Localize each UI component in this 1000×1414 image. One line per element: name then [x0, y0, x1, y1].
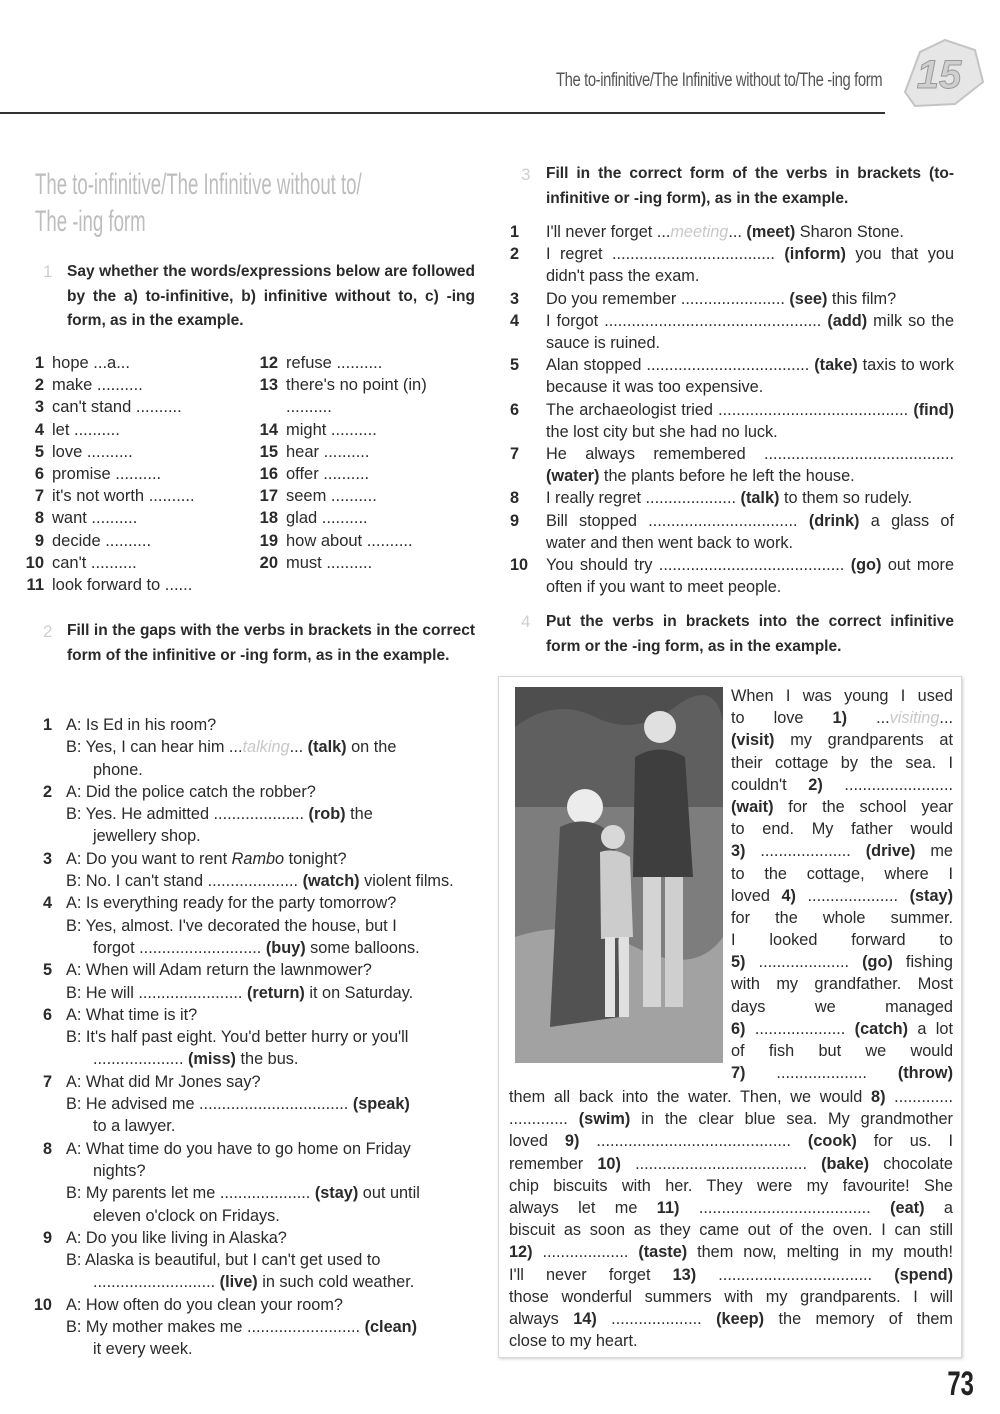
- ex1-item-text: glad ..........: [286, 509, 368, 528]
- ex3-item-text: I regret ....................................: [546, 245, 785, 264]
- ex2-line-a: [66, 1071, 476, 1093]
- exercise-2-instruction: Fill in the gaps with the verbs in brackets in the correct form of the infinitive or -ing form, as in the example.: [67, 622, 475, 664]
- header-rule: [0, 112, 885, 114]
- story-line: them all back into the water. Then, we would 8) .............: [509, 1088, 953, 1106]
- ex3-item-end: this film?: [827, 289, 897, 308]
- ex1-item-number: 13: [259, 376, 278, 395]
- ex2-line-b: [66, 1182, 476, 1204]
- ex2-line-b-cont: phone.: [93, 760, 143, 779]
- ex3-verb: (see): [789, 289, 828, 308]
- ex2-line-b-text: B: My parents let me ....................: [66, 1184, 315, 1203]
- ex2-verb: (watch): [302, 872, 360, 891]
- ex3-item-end: the plants before he left the house.: [599, 467, 855, 486]
- ex1-item-number: 7: [34, 487, 44, 506]
- ex1-item-text: offer ..........: [286, 465, 370, 484]
- ex3-item-number: 6: [510, 400, 520, 419]
- exercise-4-number: 4: [521, 612, 531, 631]
- ex2-line-b-dots: ...: [289, 738, 308, 757]
- story-line: days we managed: [731, 997, 953, 1016]
- ex2-line-a: [66, 1294, 476, 1316]
- story-line: couldn't 2) ........................: [731, 775, 953, 794]
- ex2-line-a: [66, 892, 476, 914]
- ex2-line-b-cont-text: ....................: [93, 1050, 188, 1069]
- ex1-item-text: can't ..........: [52, 553, 137, 572]
- ex1-item-number: 1: [34, 354, 44, 372]
- ex1-item-text: hope ...a...: [52, 354, 130, 372]
- ex2-item: [30, 959, 476, 1004]
- ex1-item: [16, 419, 195, 441]
- ex2-item: [30, 1138, 476, 1227]
- ex3-item: [510, 554, 954, 598]
- ex2-line-b-text: B: Yes, almost. I've decorated the house, but I: [66, 916, 397, 935]
- story-line: I'll never forget 13) .................................. (spend): [509, 1265, 953, 1284]
- ex2-line-a-text: A: Did the police catch the robber?: [66, 782, 316, 801]
- ex2-line-a-text: A: Is Ed in his room?: [66, 716, 217, 734]
- ex2-verb: (rob): [308, 805, 346, 824]
- ex1-item-number: 17: [259, 487, 278, 506]
- ex2-line-a: [66, 1138, 476, 1160]
- story-line: I looked forward to: [731, 931, 953, 950]
- ex3-item: [510, 221, 954, 243]
- ex2-line-a-text: A: When will Adam return the lawnmower?: [66, 961, 372, 980]
- ex2-line-a: [66, 1004, 476, 1026]
- story-line: those wonderful summers with my grandparents. I will: [509, 1287, 953, 1306]
- ex1-item-text: make ..........: [52, 376, 143, 395]
- ex3-item-end: the lost city but she had no luck.: [546, 422, 778, 441]
- ex1-item: [16, 485, 195, 507]
- ex1-item-number: 4: [34, 420, 44, 439]
- ex2-line-b-cont-end: the bus.: [235, 1050, 299, 1069]
- ex2-line-a: [66, 714, 476, 736]
- story-line: chip biscuits with her. They were my favourite! She: [509, 1176, 953, 1195]
- ex1-item-number: 9: [34, 531, 44, 550]
- ex2-line-a-text: A: Is everything ready for the party tomorrow?: [66, 894, 397, 913]
- ex2-item-number: 5: [42, 961, 52, 980]
- exercise-3-number: 3: [521, 165, 531, 184]
- ex1-item: [250, 419, 427, 441]
- ex1-item-text: refuse ..........: [286, 354, 383, 372]
- ex1-item-number: 18: [259, 509, 278, 528]
- ex2-line-b: [66, 982, 476, 1004]
- ex3-item-end: you that you didn't pass the exam.: [546, 245, 954, 286]
- ex2-line-b: [66, 1026, 476, 1048]
- ex2-line-a-text: A: What time do you have to go home on Friday: [66, 1139, 411, 1158]
- exercise-1-instruction: Say whether the words/expressions below are followed by the a) to-infinitive, b) infinitive without to, c) -ing form, as in the example.: [67, 263, 475, 329]
- ex2-line-b-cont-end: some balloons.: [305, 938, 420, 957]
- ex1-item-number: 15: [259, 442, 278, 461]
- ex2-item: [30, 848, 476, 893]
- ex2-line-b-text: B: No. I can't stand ....................: [66, 872, 303, 891]
- ex1-item-number: 20: [259, 553, 278, 572]
- ex1-item: [16, 441, 195, 463]
- ex1-item-text: must ..........: [286, 553, 373, 572]
- ex3-item-text: Bill stopped .................................: [546, 511, 809, 530]
- story-line: (wait) for the school year: [731, 797, 953, 816]
- ex3-item: [510, 243, 954, 287]
- page-title-line-2: The -ing form: [35, 205, 146, 238]
- ex1-item: [250, 441, 427, 463]
- ex3-item-number: 8: [510, 489, 520, 508]
- ex3-verb: (go): [850, 556, 882, 575]
- ex1-item-text: might ..........: [286, 420, 377, 439]
- ex3-verb: (meet): [746, 223, 796, 241]
- ex2-line-b-end: the: [345, 805, 373, 824]
- ex1-item-text: it's not worth ..........: [52, 487, 195, 506]
- ex3-item-end: a glass of water and then went back to work.: [546, 511, 954, 552]
- page-title: [35, 166, 362, 240]
- story-line: 6) .................... (catch) a lot: [731, 1019, 953, 1038]
- ex2-item: [30, 1294, 476, 1361]
- page-number: 73: [947, 1365, 974, 1403]
- ex2-verb: (buy): [265, 938, 306, 957]
- ex1-item-text: ..........: [286, 398, 332, 417]
- ex3-item-text: The archaeologist tried ..........................................: [546, 400, 914, 419]
- ex2-line-a: [66, 781, 476, 803]
- ex3-item-number: 5: [510, 356, 520, 375]
- story-line: ............. (swim) in the clear blue sea. My grandmother: [509, 1110, 953, 1129]
- ex1-item: [250, 396, 427, 418]
- ex1-item-text: there's no point (in): [286, 376, 427, 395]
- ex3-verb: (find): [913, 400, 954, 419]
- ex3-item-number: 2: [510, 245, 520, 264]
- ex3-item-end: out more often if you want to meet people.: [546, 556, 954, 597]
- ex1-item: [250, 552, 427, 574]
- story-line: their cottage by the sea. I: [731, 753, 953, 772]
- grandparents-photo: [515, 687, 723, 1063]
- ex1-item: [16, 574, 195, 596]
- exercise-3-instruction: Fill in the correct form of the verbs in brackets (to-infinitive or -ing form), as in the example.: [546, 165, 954, 207]
- ex3-item-number: 10: [510, 556, 529, 575]
- ex1-item: [250, 530, 427, 552]
- ex2-item: [30, 1071, 476, 1138]
- ex3-item-number: 1: [510, 223, 520, 241]
- ex2-line-b: [66, 803, 476, 825]
- exercise-1-right-list: [250, 352, 427, 574]
- ex2-line-a: [66, 1227, 476, 1249]
- ex1-item: [250, 507, 427, 529]
- ex2-verb: (return): [246, 983, 305, 1002]
- ex2-line-b-text: B: Alaska is beautiful, but I can't get used to: [66, 1251, 381, 1270]
- ex2-line-b: [66, 1316, 476, 1338]
- svg-text:15: 15: [916, 53, 962, 97]
- ex3-item-text: You should try .........................................: [546, 556, 851, 575]
- ex2-verb: (clean): [364, 1318, 418, 1337]
- ex2-line-b-cont-text: ...........................: [93, 1273, 220, 1292]
- ex2-item-number: 4: [42, 894, 52, 913]
- ex1-item-text: let ..........: [52, 420, 120, 439]
- story-line: remember 10) ...................................... (bake) chocolate: [509, 1154, 953, 1173]
- ex2-item-number: 7: [42, 1072, 52, 1091]
- ex1-item-text: can't stand ..........: [52, 398, 182, 417]
- ex1-item-number: 3: [34, 398, 44, 417]
- ex2-example-answer: talking: [242, 738, 290, 757]
- story-line: for the whole summer.: [731, 908, 953, 927]
- ex3-item-end: milk so the sauce is ruined.: [546, 311, 954, 353]
- ex1-item: [16, 530, 195, 552]
- ex1-item-text: love ..........: [52, 442, 133, 461]
- ex2-verb: (stay): [314, 1184, 359, 1203]
- ex2-item: [30, 1004, 476, 1071]
- ex2-verb: (speak): [352, 1095, 410, 1114]
- ex3-item-number: 3: [510, 289, 520, 308]
- story-line: 3) .................... (drive) me: [731, 842, 953, 861]
- ex2-line-b-cont-text: forgot ...........................: [93, 938, 266, 957]
- ex3-item-text: I really regret ....................: [546, 489, 741, 508]
- ex1-item-number: 14: [259, 420, 278, 439]
- ex2-line-b: [66, 915, 476, 937]
- ex2-line-b-end: out until: [358, 1184, 420, 1203]
- ex1-item-number: 8: [34, 509, 44, 528]
- ex3-item: [510, 399, 954, 443]
- story-line: close to my heart.: [509, 1332, 638, 1351]
- ex2-line-b: [66, 1249, 476, 1271]
- ex3-item-end: Sharon Stone.: [795, 223, 904, 241]
- story-line: to the cottage, where I: [731, 864, 953, 883]
- ex1-item: [16, 396, 195, 418]
- ex3-verb: (drink): [808, 511, 860, 530]
- ex2-line-b-text: B: My mother makes me .........................: [66, 1318, 365, 1337]
- ex2-item-number: 3: [42, 849, 52, 868]
- ex1-item-text: how about ..........: [286, 531, 413, 550]
- ex3-item-dots: ...: [728, 223, 747, 241]
- ex1-item-number: 6: [34, 465, 44, 484]
- ex2-line-b-text: B: It's half past eight. You'd better hurry or you'll: [66, 1028, 409, 1047]
- story-line: to love 1) ...visiting...: [731, 709, 953, 728]
- ex3-verb: (water): [546, 467, 600, 486]
- ex1-item-text: look forward to ......: [52, 576, 193, 595]
- ex2-verb: (talk): [307, 738, 347, 757]
- ex3-item: [510, 354, 954, 398]
- story-line: always let me 11) ...................................... (eat) a: [509, 1198, 953, 1217]
- story-line: always 14) .................... (keep) the memory of them: [509, 1309, 953, 1328]
- ex3-item: [510, 443, 954, 487]
- ex2-line-b: [66, 736, 476, 758]
- story-text-right-column: [731, 685, 953, 1084]
- ex1-item-number: 12: [259, 354, 278, 372]
- ex2-line-b-text: B: He will .......................: [66, 983, 247, 1002]
- ex1-item-text: hear ..........: [286, 442, 370, 461]
- ex2-line-a-text: A: What time is it?: [66, 1005, 198, 1024]
- ex2-item: [30, 714, 476, 781]
- ex1-item: [250, 374, 427, 396]
- ex3-item-end: taxis to work because it was too expensive.: [546, 356, 954, 397]
- story-text-bottom: [509, 1086, 953, 1352]
- ex3-verb: (add): [827, 311, 868, 330]
- ex3-example-answer: meeting: [670, 223, 729, 241]
- ex2-line-a-text-end: tonight?: [284, 849, 347, 868]
- ex3-verb: (take): [814, 356, 858, 375]
- running-header: The to-infinitive/The Infinitive without to/The -ing form: [555, 70, 882, 91]
- ex2-item-number: 1: [42, 716, 52, 734]
- ex2-line-a-text: A: Do you like living in Alaska?: [66, 1228, 287, 1247]
- story-line: with my grandfather. Most: [731, 975, 953, 994]
- exercise-1-number: 1: [43, 262, 53, 281]
- ex2-item-number: 6: [42, 1005, 52, 1024]
- page-title-line-1: The to-infinitive/The Infinitive without to/: [35, 168, 362, 201]
- ex3-item-text: I forgot ................................................: [546, 311, 828, 330]
- ex3-verb: (inform): [784, 245, 846, 264]
- story-line: 12) ................... (taste) them now, melting in my mouth!: [509, 1243, 953, 1262]
- ex1-item: [16, 507, 195, 529]
- ex3-verb: (talk): [740, 489, 780, 508]
- ex2-line-b-cont-end: in such cold weather.: [257, 1273, 415, 1292]
- ex2-line-b-cont: jewellery shop.: [93, 827, 201, 846]
- story-line: 5) .................... (go) fishing: [731, 953, 953, 972]
- ex3-item-number: 4: [510, 311, 520, 330]
- ex3-item: [510, 510, 954, 554]
- ex2-item-number: 10: [33, 1295, 52, 1314]
- ex2-line-b-text: B: He advised me .................................: [66, 1095, 353, 1114]
- ex3-item: [510, 310, 954, 354]
- ex3-item-text: He always remembered ..........................................: [546, 445, 954, 464]
- ex3-item-text: Alan stopped ....................................: [546, 356, 815, 375]
- ex2-line-b-text: B: Yes. He admitted ....................: [66, 805, 309, 824]
- ex3-item: [510, 288, 954, 310]
- ex2-line-a: [66, 848, 476, 870]
- ex2-line-a-text: A: Do you want to rent: [66, 849, 232, 868]
- exercise-1-left-list: [16, 352, 195, 596]
- ex2-line-b: [66, 1093, 476, 1115]
- ex1-item-number: 11: [26, 576, 44, 595]
- ex1-item: [250, 463, 427, 485]
- ex1-item: [16, 352, 195, 374]
- story-line: (visit) my grandparents at: [731, 731, 953, 750]
- ex1-item-text: want ..........: [52, 509, 138, 528]
- photo-illustration: [515, 687, 723, 1063]
- ex2-line-b-cont: [93, 1048, 476, 1070]
- ex1-item-text: seem ..........: [286, 487, 377, 506]
- ex1-item-text: promise ..........: [52, 465, 162, 484]
- ex2-line-b-cont: it every week.: [93, 1340, 193, 1359]
- ex2-item: [30, 1227, 476, 1294]
- exercise-2-list: [30, 714, 476, 1361]
- ex1-item: [250, 485, 427, 507]
- ex2-line-b-cont: eleven o'clock on Fridays.: [93, 1206, 280, 1225]
- ex3-item: [510, 487, 954, 509]
- ex2-item-number: 8: [42, 1139, 52, 1158]
- story-line: of fish but we would: [731, 1042, 953, 1060]
- ex3-item-number: 9: [510, 511, 520, 530]
- story-line: to end. My father would: [731, 820, 953, 839]
- ex1-item: [16, 463, 195, 485]
- story-line: 7) .................... (throw): [731, 1064, 953, 1083]
- ex3-item-text: Do you remember .......................: [546, 289, 790, 308]
- ex1-item-number: 16: [259, 465, 278, 484]
- ex2-line-a-text: A: How often do you clean your room?: [66, 1295, 343, 1314]
- ex2-line-b-end: on the: [346, 738, 397, 757]
- ex1-item-number: 19: [259, 531, 278, 550]
- ex2-verb: (miss): [188, 1050, 236, 1069]
- ex2-line-a-cont: nights?: [93, 1161, 146, 1180]
- ex2-line-b: [66, 870, 476, 892]
- ex2-item: [30, 892, 476, 959]
- story-line: When I was young I used: [731, 687, 953, 705]
- ex1-item-number: 10: [25, 553, 44, 572]
- ex2-line-b-cont: [93, 937, 476, 959]
- ex2-verb: (live): [219, 1273, 258, 1292]
- unit-number-badge: [895, 32, 985, 112]
- ex2-line-b-end: violent films.: [359, 872, 454, 891]
- ex3-item-text: I'll never forget ...: [546, 223, 671, 241]
- exercise-4-instruction: Put the verbs in brackets into the correct infinitive form or the -ing form, as in the example.: [546, 613, 954, 655]
- exercise-2-number: 2: [43, 622, 53, 641]
- ex3-item-end: to them so rudely.: [779, 489, 913, 508]
- ex1-item: [250, 352, 427, 374]
- ex1-item-number: 2: [34, 376, 44, 395]
- ex2-line-a: [66, 959, 476, 981]
- ex2-item: [30, 781, 476, 848]
- ex1-item-number: 5: [34, 442, 44, 461]
- ex1-item: [16, 552, 195, 574]
- ex2-line-b-end: it on Saturday.: [304, 983, 414, 1002]
- story-line: loved 9) ........................................... (cook) for us. I: [509, 1132, 953, 1151]
- story-line: loved 4) .................... (stay): [731, 886, 953, 905]
- ex2-line-b-cont: [93, 1271, 476, 1293]
- ex3-item-number: 7: [510, 445, 520, 464]
- ex2-line-a-text: A: What did Mr Jones say?: [66, 1072, 261, 1091]
- ex2-line-b-cont: to a lawyer.: [93, 1117, 176, 1136]
- ex2-item-number: 9: [42, 1228, 52, 1247]
- ex2-line-b-text: B: Yes, I can hear him ...: [66, 738, 243, 757]
- story-line: biscuit as soon as they came out of the oven. I can still: [509, 1221, 953, 1240]
- ex1-item-text: decide ..........: [52, 531, 152, 550]
- ex2-line-a-title: Rambo: [231, 849, 285, 868]
- exercise-3-list: [510, 221, 954, 598]
- ex2-item-number: 2: [42, 782, 52, 801]
- ex1-item: [16, 374, 195, 396]
